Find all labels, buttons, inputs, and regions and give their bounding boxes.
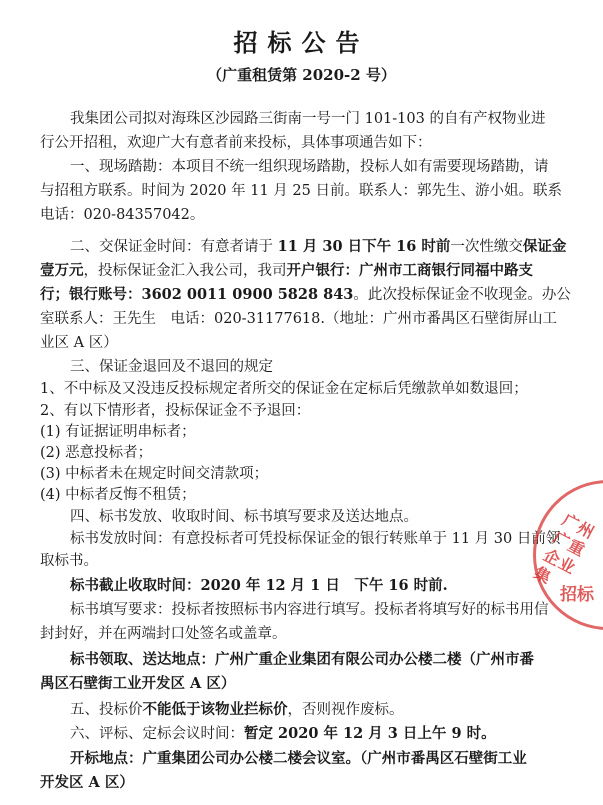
section2-text: ，投标保证金汇入我公司，我司	[83, 263, 287, 279]
intro-line-2: 行公开招租，欢迎广大有意者前来投标，具体事项通告如下：	[40, 135, 432, 151]
venue-line-2: 开发区 A 区）	[40, 774, 134, 791]
section2-text: 一次性缴交	[450, 239, 523, 255]
section6-bold: 暂定 2020 年 12 月 3 日上午 9 时。	[244, 725, 496, 742]
section2-account: 行；银行账号：3602 0011 0900 5828 843	[40, 286, 354, 303]
section2-deadline: 11 月 30 日下午 16 时前	[277, 238, 451, 255]
deadline-line: 标书截止收取时间：2020 年 12 月 1 日 下午 16 时前.	[70, 577, 448, 594]
section6-line	[70, 722, 496, 746]
section1-line-3: 电话：020-84357042。	[40, 207, 205, 223]
section4-line-3: 取标书。	[40, 553, 98, 569]
section2-line-1	[70, 235, 566, 259]
seal-arc-text: 广州广重企业集	[530, 510, 599, 588]
venue-line-1: 开标地点：广重集团公司办公楼二楼会议室。（广州市番禺区石壁街工业	[70, 750, 527, 767]
delivery-line-2: 禺区石壁街工业开发区 A 区）	[40, 675, 236, 692]
fill-requirement-line-1: 标书填写要求：投标者按照标书内容进行填写。投标者将填写好的标书用信	[70, 602, 549, 618]
section5-bold: 不能低于该物业拦标价	[142, 701, 288, 718]
section4-heading: 四、标书发放、收取时间、标书填写要求及送达地点。	[70, 509, 418, 525]
section5-text: 五、投标价	[70, 702, 143, 718]
section2-line-5: 业区 A 区）	[40, 335, 118, 351]
section3-item: (3) 中标者未在规定时间交清款项；	[40, 466, 269, 482]
section2-deposit: 保证金	[522, 238, 567, 255]
section2-line-2	[40, 259, 533, 283]
section4-line-2: 标书发放时间：有意投标者可凭投标保证金的银行转账单于 11 月 30 日前领	[70, 531, 561, 547]
section2-text: 。此次投标保证金不收现金。办公	[353, 287, 571, 303]
page-title: 招标公告	[233, 28, 370, 57]
section3-item: (2) 恶意投标者；	[40, 445, 153, 461]
section2-text: 二、交保证金时间：有意者请于	[70, 239, 278, 255]
section5-line	[70, 698, 404, 722]
section3-item: 1、不中标及又没违反投标规定者所交的保证金在定标后凭缴款单如数退回；	[40, 381, 528, 397]
seal-bottom-text: 招标	[560, 585, 594, 605]
section3-item: (4) 中标者反悔不租赁；	[40, 487, 196, 503]
section5-text: ，否则视作废标。	[287, 702, 404, 718]
notice-number: （广重租赁第 2020-2 号）	[207, 66, 396, 84]
section1-line-1: 一、现场踏勘：本项目不统一组织现场踏勘，投标人如有需要现场踏勘，请	[70, 159, 549, 175]
section6-text: 六、评标、定标会议时间：	[70, 726, 244, 742]
section2-line-3	[40, 283, 571, 307]
section1-line-2: 与招租方联系。时间为 2020 年 11 月 25 日前。联系人：郭先生、游小姐。联系	[40, 183, 562, 199]
section2-deposit-amount: 壹万元	[40, 262, 84, 279]
intro-line-1: 我集团公司拟对海珠区沙园路三街南一号一门 101-103 的自有产权物业进	[70, 111, 546, 127]
section2-line-4: 室联系人：王先生 电话：020-31177618.（地址：广州市番禺区石壁街屏山工	[40, 311, 557, 327]
section2-bank: 开户银行：广州市工商银行同福中路支	[286, 262, 533, 279]
section3-item: (1) 有证据证明串标者；	[40, 424, 196, 440]
fill-requirement-line-2: 封封好，并在两端封口处签名或盖章。	[40, 626, 287, 642]
section3-item: 2、有以下情形者，投标保证金不予退回：	[40, 403, 311, 419]
section3-heading: 三、保证金退回及不退回的规定	[70, 359, 273, 375]
delivery-line-1: 标书领取、送达地点：广州广重企业集团有限公司办公楼二楼（广州市番	[70, 651, 534, 668]
